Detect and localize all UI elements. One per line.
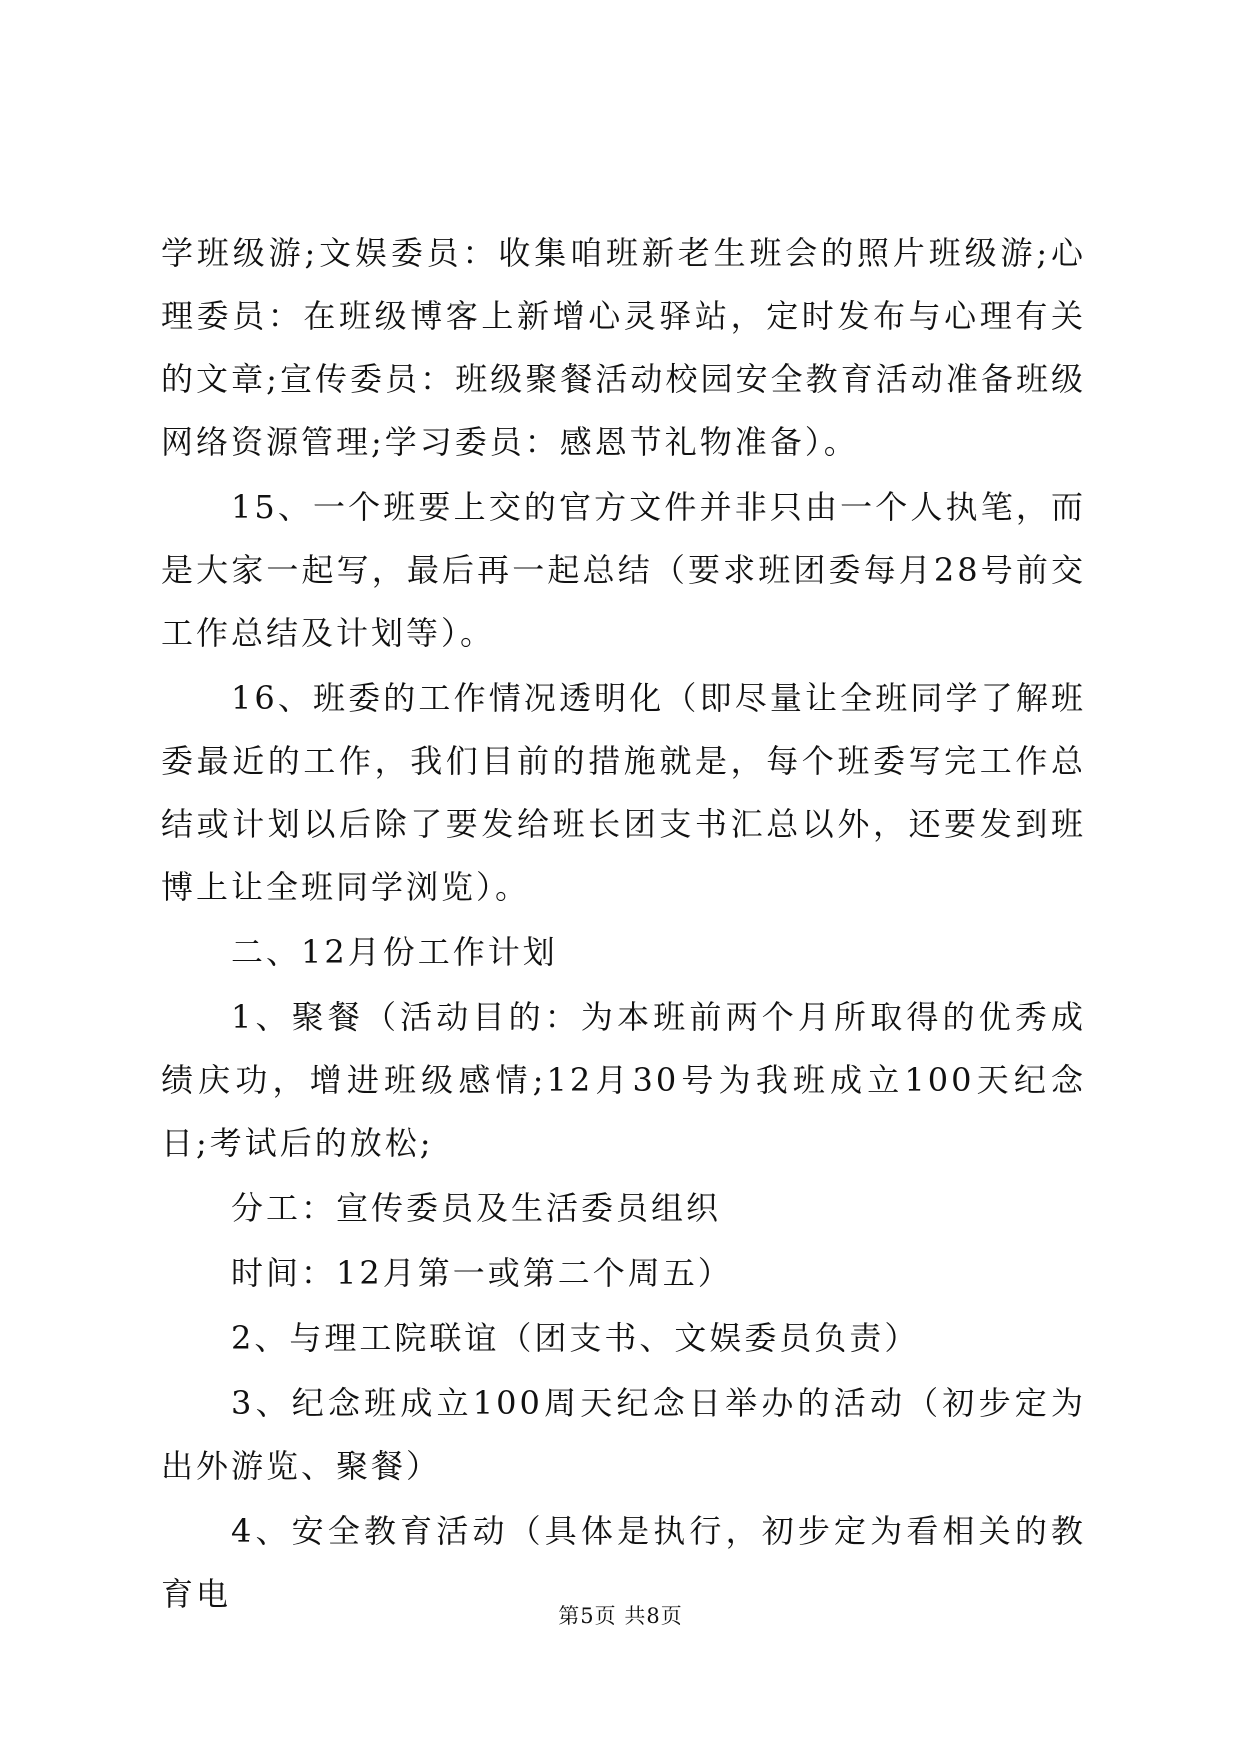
paragraph-plan-item-3: 3、纪念班成立100周天纪念日举办的活动（初步定为出外游览、聚餐） <box>161 1384 1086 1485</box>
paragraph-time: 时间：12月第一或第二个周五） <box>231 1254 733 1292</box>
paragraph-continuation: 学班级游;文娱委员：收集咱班新老生班会的照片班级游;心理委员：在班级博客上新增心灵驿站，定时发布与心理有关的文章;宣传委员：班级聚餐活动校园安全教育活动准备班级网络资源管理;学习委员：感恩节礼物准备）。 <box>161 234 1086 461</box>
section-heading-december-plan: 二、12月份工作计划 <box>231 933 558 971</box>
paragraph-plan-item-1: 1、聚餐（活动目的：为本班前两个月所取得的优秀成绩庆功，增进班级感情;12月30号为我班成立100天纪念日;考试后的放松; <box>161 998 1086 1162</box>
paragraph-plan-item-4: 4、安全教育活动（具体是执行，初步定为看相关的教育电 <box>161 1512 1086 1613</box>
paragraph-item-16: 16、班委的工作情况透明化（即尽量让全班同学了解班委最近的工作，我们目前的措施就是，每个班委写完工作总结或计划以后除了要发给班长团支书汇总以外，还要发到班博上让全班同学浏览）。 <box>161 679 1086 906</box>
paragraph-item-15: 15、一个班要上交的官方文件并非只由一个人执笔，而是大家一起写，最后再一起总结（要求班团委每月28号前交工作总结及计划等）。 <box>161 488 1086 652</box>
paragraph-plan-item-2: 2、与理工院联谊（团支书、文娱委员负责） <box>231 1319 920 1357</box>
paragraph-division-of-labor: 分工：宣传委员及生活委员组织 <box>231 1189 722 1227</box>
page-number-footer: 第5页 共8页 <box>558 1604 683 1628</box>
document-body <box>161 222 1086 1626</box>
